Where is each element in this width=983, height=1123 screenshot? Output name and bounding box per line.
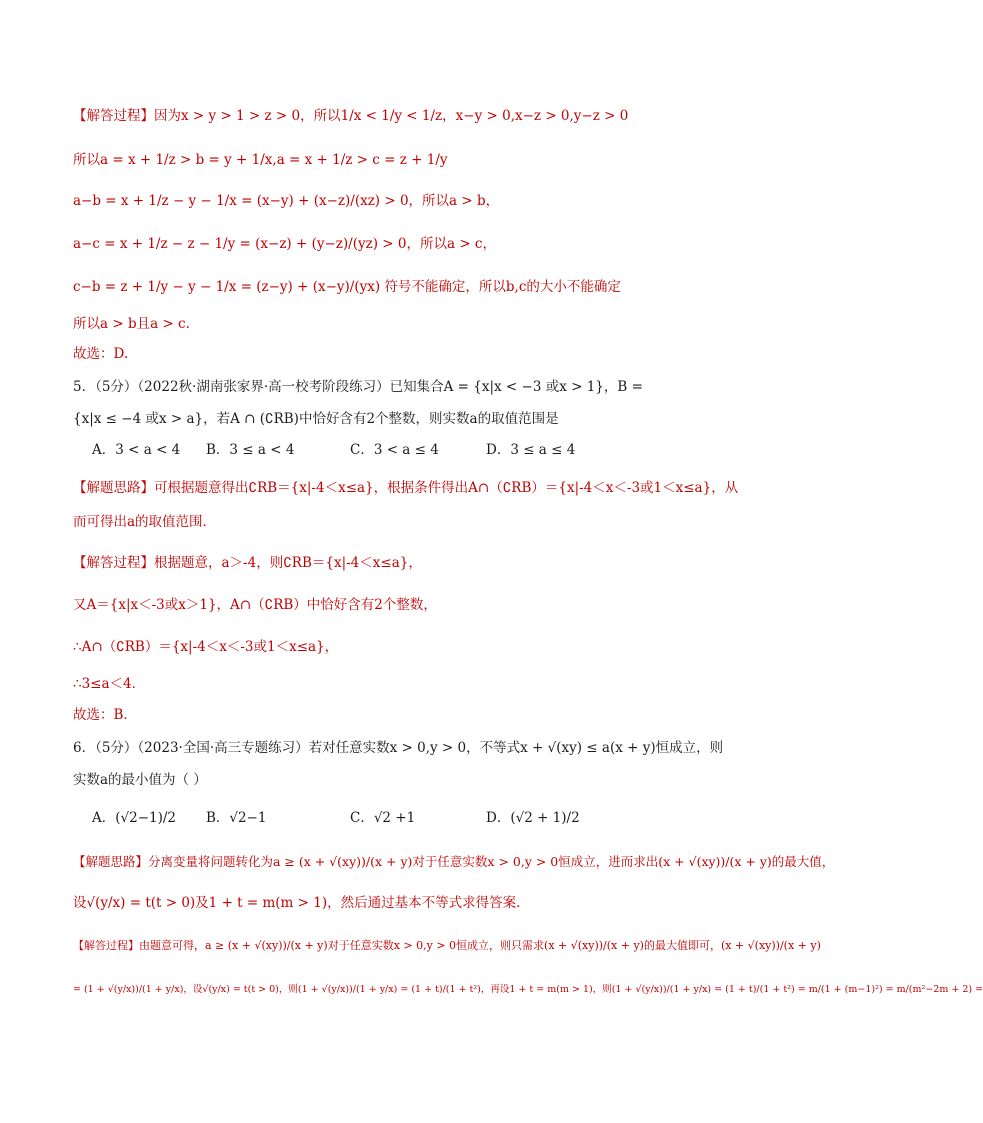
q5-process-line-1: 【解答过程】根据题意，a＞-4，则∁RB＝{x|-4＜x≤a}， bbox=[73, 555, 422, 571]
q5-choice-d: D．3 ≤ a ≤ 4 bbox=[486, 442, 576, 458]
q5-choice-c: C．3 < a ≤ 4 bbox=[350, 442, 439, 458]
q5-stem-line-1: 5．（5分）（2022秋·湖南张家界·高一校考阶段练习）已知集合A = {x|x < −3 或x > 1}，B = bbox=[73, 379, 643, 395]
q4-process-line-3: a−b = x + 1/z − y − 1/x = (x−y) + (x−z)/(xz) > 0，所以a > b， bbox=[73, 193, 500, 209]
q6-choice-a: A．(√2−1)/2 bbox=[92, 810, 177, 826]
q6-process-line-1: 【解答过程】由题意可得，a ≥ (x + √(xy))/(x + y)对于任意实数x > 0,y > 0恒成立，则只需求(x + √(xy))/(x + y)的最大值即可，(x + √(xy))/(x + y) bbox=[73, 939, 821, 952]
q6-choice-c: C．√2 +1 bbox=[350, 810, 416, 826]
q4-process-line-2: 所以a = x + 1/z > b = y + 1/x,a = x + 1/z > c = z + 1/y bbox=[73, 152, 448, 168]
q4-process-line-4: a−c = x + 1/z − z − 1/y = (x−z) + (y−z)/(yz) > 0，所以a > c， bbox=[73, 236, 496, 252]
q6-choice-b: B．√2−1 bbox=[206, 810, 267, 826]
q5-choice-b: B．3 ≤ a < 4 bbox=[206, 442, 295, 458]
q6-stem-line-2: 实数a的最小值为（ ） bbox=[73, 772, 207, 788]
q5-answer: 故选：B． bbox=[73, 707, 137, 723]
q6-idea-line-1: 【解题思路】分离变量将问题转化为a ≥ (x + √(xy))/(x + y)对于任意实数x > 0,y > 0恒成立，进而求出(x + √(xy))/(x + y)的最大值， bbox=[73, 854, 835, 869]
q4-process-line-6: 所以a > b且a > c. bbox=[73, 316, 190, 332]
q4-answer: 故选：D. bbox=[73, 346, 129, 362]
q5-idea-line-2: 而可得出a的取值范围． bbox=[73, 514, 217, 530]
q4-process-line-1: 【解答过程】因为x > y > 1 > z > 0，所以1/x < 1/y < 1/z，x−y > 0,x−z > 0,y−z > 0 bbox=[73, 108, 629, 124]
q5-process-line-3: ∴A∩（∁RB）＝{x|-4＜x＜-3或1＜x≤a}， bbox=[73, 639, 339, 655]
q6-stem-line-1: 6．（5分）（2023·全国·高三专题练习）若对任意实数x > 0,y > 0，不等式x + √(xy) ≤ a(x + y)恒成立，则 bbox=[73, 740, 724, 756]
q5-stem-line-2: {x|x ≤ −4 或x > a}，若A ∩ (∁RB)中恰好含有2个整数，则实数a的取值范围是 bbox=[73, 411, 559, 427]
q6-idea-line-2: 设√(y/x) = t(t > 0)及1 + t = m(m > 1)，然后通过基本不等式求得答案. bbox=[73, 895, 521, 911]
q5-process-line-4: ∴3≤a＜4． bbox=[73, 676, 146, 692]
q5-process-line-2: 又A＝{x|x＜-3或x＞1}，A∩（∁RB）中恰好含有2个整数， bbox=[73, 597, 437, 613]
q6-process-line-2: = (1 + √(y/x))/(1 + y/x)，设√(y/x) = t(t > 0)，则(1 + √(y/x))/(1 + y/x) = (1 + t)/(1 + t²)，再设1 + t = m(m > 1)，则(1 + √(y/x))/(1 + y/x) = (1 + t)/(1 + t²) = m/(1 + (m−1)²) = m/(m²−2m + 2) = bbox=[73, 984, 983, 995]
q5-idea-line-1: 【解题思路】可根据题意得出∁RB＝{x|-4＜x≤a}，根据条件得出A∩（∁RB）＝{x|-4＜x＜-3或1＜x≤a}，从 bbox=[73, 480, 739, 496]
q4-process-line-5: c−b = z + 1/y − y − 1/x = (z−y) + (x−y)/(yx) 符号不能确定，所以b,c的大小不能确定 bbox=[73, 279, 621, 295]
q6-choice-d: D．(√2 + 1)/2 bbox=[486, 810, 580, 826]
q5-choice-a: A．3 < a < 4 bbox=[92, 442, 181, 458]
